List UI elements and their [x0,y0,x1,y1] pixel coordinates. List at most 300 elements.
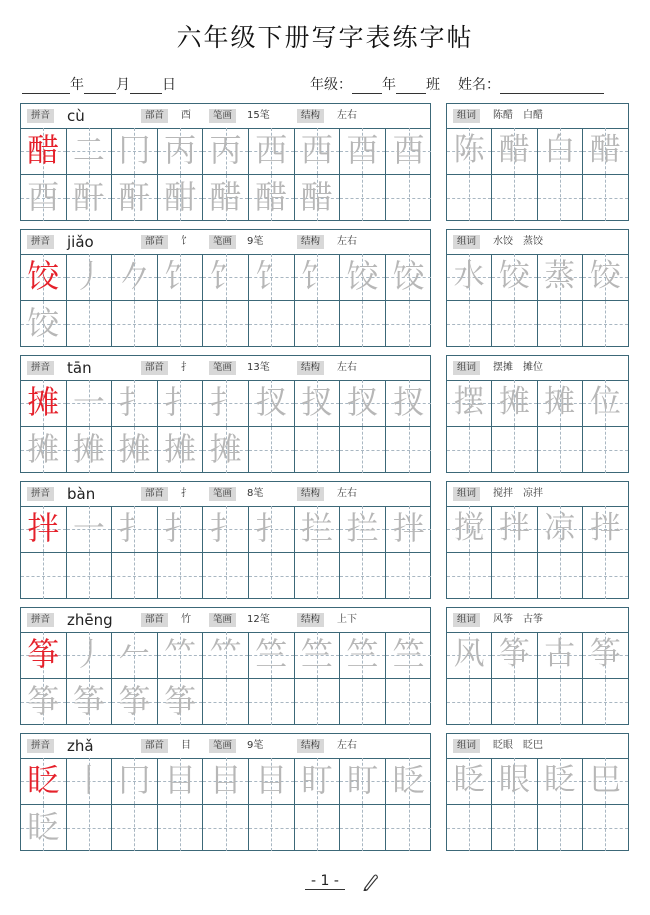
stroke-order-character: 一 [72,383,105,421]
word-cell[interactable] [538,427,583,474]
grid-cell[interactable] [386,301,432,348]
grid-cell[interactable] [112,679,158,726]
trace-character [295,427,340,474]
practice-block [20,355,431,473]
word-cell[interactable] [492,506,537,553]
stroke-order-character: 拦 [300,509,333,547]
word-cell[interactable] [447,175,492,222]
grid-cell[interactable] [203,805,249,852]
grid-cell[interactable] [340,679,386,726]
day-label: 日 [162,77,176,93]
word-block [446,355,629,473]
words-value: 水饺 蒸饺 [493,236,543,247]
practice-block [20,607,431,725]
grid-cell[interactable] [21,301,67,348]
pinyin-value: jiǎo [67,233,94,251]
word-cell[interactable] [538,679,583,726]
word-cell[interactable] [583,758,628,805]
grid-cell[interactable] [67,553,113,600]
grid-cell[interactable] [112,254,158,301]
grid-cell[interactable] [158,805,204,852]
year-blank[interactable] [22,79,70,94]
word-cell[interactable] [492,254,537,301]
word-trace-character: 陈 [453,132,485,168]
word-trace-character: 醋 [589,132,621,168]
word-cell[interactable] [538,380,583,427]
grid-cell[interactable] [112,553,158,600]
structure-label: 结构 [297,613,324,627]
word-trace-character: 摊 [498,384,530,420]
grid-cell[interactable] [67,427,113,474]
grid-cell[interactable] [203,506,249,553]
trace-character: 饺 [27,303,60,342]
grid-cell[interactable] [21,427,67,474]
radical-value: 目 [181,740,191,751]
grid-cell[interactable] [340,805,386,852]
stroke-order-character: 酉 [392,131,425,169]
word-cell[interactable] [583,679,628,726]
word-cell[interactable] [583,301,628,348]
stroke-order-character: 扌 [209,383,242,421]
word-header [447,482,628,507]
grid-cell[interactable] [386,175,432,222]
trace-character [386,175,432,222]
grid-cell[interactable] [203,380,249,427]
word-cell[interactable] [583,506,628,553]
word-header [447,104,628,129]
stroke-order-character: 饺 [392,257,425,295]
grid-cell[interactable] [203,254,249,301]
grid-cell[interactable] [386,679,432,726]
grid-cell[interactable] [158,427,204,474]
stroke-order-character: 二 [72,131,105,169]
grid-cell[interactable] [112,380,158,427]
word-trace-character: 凉 [544,510,576,546]
grid-cell[interactable] [386,553,432,600]
grid-cell[interactable] [67,758,113,805]
block-header [21,230,430,255]
stroke-order-character: 丿 [72,257,105,295]
word-cell[interactable] [447,758,492,805]
page-number: - 1 - [305,873,345,890]
block-header [21,104,430,129]
word-cell[interactable] [583,553,628,600]
word-trace-character: 搅 [453,510,485,546]
word-cell[interactable] [583,805,628,852]
stroke-order-character: 冂 [118,131,151,169]
grid-cell[interactable] [158,380,204,427]
trace-character: 摊 [27,429,60,468]
word-block [446,103,629,221]
grid-cell[interactable] [386,128,432,175]
grid-cell[interactable] [249,254,295,301]
grid-cell[interactable] [21,380,67,427]
grid-cell[interactable] [21,175,67,222]
grid-cell[interactable] [340,427,386,474]
grid-cell[interactable] [295,679,341,726]
stroke-order-character: 饺 [346,257,379,295]
grid-cell[interactable] [249,301,295,348]
trace-character [158,805,203,852]
grid-cell[interactable] [295,380,341,427]
trace-character: 筝 [164,681,197,720]
word-trace-character: 醋 [498,132,530,168]
grid-cell[interactable] [67,632,113,679]
grid-cell[interactable] [158,128,204,175]
trace-character [340,553,385,600]
grid-cell[interactable] [21,679,67,726]
trace-character: 摊 [164,429,197,468]
word-header [447,230,628,255]
words-label: 组词 [453,235,480,249]
pinyin-value: cù [67,107,85,125]
radical-value: 饣 [181,236,191,247]
word-cell[interactable] [492,128,537,175]
stroke-order-character: 目 [209,761,242,799]
grid-cell[interactable] [112,805,158,852]
word-trace-character: 位 [589,384,621,420]
grid-cell[interactable] [249,679,295,726]
words-label: 组词 [453,739,480,753]
grid-cell[interactable] [295,506,341,553]
grid-cell[interactable] [340,553,386,600]
grid-cell[interactable] [158,758,204,805]
word-cell[interactable] [447,427,492,474]
grid-cell[interactable] [249,380,295,427]
strokes-value: 9笔 [247,236,264,247]
grid-cell[interactable] [67,506,113,553]
pinyin-label: 拼音 [27,235,54,249]
grid-cell[interactable] [67,805,113,852]
block-header [21,356,430,381]
grid-cell[interactable] [112,427,158,474]
grid-cell[interactable] [386,805,432,852]
words-value: 眨眼 眨巴 [493,740,543,751]
word-cell[interactable] [538,254,583,301]
structure-value: 左右 [337,110,357,121]
grid-cell[interactable] [21,805,67,852]
grid-cell[interactable] [386,632,432,679]
grid-cell[interactable] [340,301,386,348]
grid-cell[interactable] [249,758,295,805]
grid-cell[interactable] [340,758,386,805]
grid-cell[interactable] [203,679,249,726]
writing-grid [21,632,430,724]
strokes-label: 笔画 [209,361,236,375]
trace-character [203,805,248,852]
stroke-order-character: 丙 [209,131,242,169]
grid-cell[interactable] [203,427,249,474]
year-label: 年 [70,77,84,93]
structure-value: 左右 [337,740,357,751]
grid-cell[interactable] [340,175,386,222]
model-character: 摊 [27,383,60,421]
trace-character: 筝 [72,681,105,720]
words-label: 组词 [453,109,480,123]
word-cell[interactable] [583,175,628,222]
word-trace-character: 饺 [589,258,621,294]
grid-cell[interactable] [112,128,158,175]
word-trace-character: 蒸 [544,258,576,294]
grid-cell[interactable] [249,506,295,553]
grid-cell[interactable] [249,175,295,222]
grid-cell[interactable] [21,128,67,175]
grid-cell[interactable] [295,254,341,301]
word-cell[interactable] [447,380,492,427]
name-label: 姓名： [458,77,500,93]
strokes-label: 笔画 [209,235,236,249]
stroke-order-character: 盯 [300,761,333,799]
trace-character [249,301,294,348]
grid-cell[interactable] [295,427,341,474]
grid-cell[interactable] [295,805,341,852]
word-cell[interactable] [538,175,583,222]
word-cell[interactable] [492,679,537,726]
words-label: 组词 [453,361,480,375]
trace-character [112,553,157,600]
stroke-order-character: 盯 [346,761,379,799]
trace-character: 酐 [72,177,105,216]
stroke-order-character: 竺 [346,635,379,673]
grid-cell[interactable] [203,175,249,222]
grid-cell[interactable] [249,553,295,600]
word-trace-character: 巴 [589,762,621,798]
class-label: 班 [426,77,440,93]
grid-cell[interactable] [386,758,432,805]
class-blank[interactable] [396,79,426,94]
structure-value: 左右 [337,488,357,499]
word-cell[interactable] [447,632,492,679]
word-block [446,481,629,599]
word-trace-character: 摆 [453,384,485,420]
word-cell[interactable] [447,506,492,553]
stroke-order-character: 𠂊 [118,257,151,295]
radical-value: 竹 [181,614,191,625]
grid-cell[interactable] [112,632,158,679]
word-cell[interactable] [538,805,583,852]
words-value: 陈醋 白醋 [493,110,543,121]
word-cell[interactable] [538,553,583,600]
word-grid [447,380,628,472]
pinyin-label: 拼音 [27,739,54,753]
word-trace-character: 拌 [589,510,621,546]
grid-cell[interactable] [340,632,386,679]
structure-label: 结构 [297,235,324,249]
trace-character: 摊 [72,429,105,468]
grid-cell[interactable] [203,301,249,348]
trace-character: 醋 [300,177,333,216]
stroke-order-character: 丨 [72,761,105,799]
grid-cell[interactable] [203,758,249,805]
grid-cell[interactable] [112,301,158,348]
radical-label: 部首 [141,613,168,627]
practice-block [20,229,431,347]
word-cell[interactable] [538,128,583,175]
grid-cell[interactable] [67,175,113,222]
grid-cell[interactable] [158,632,204,679]
grid-cell[interactable] [21,632,67,679]
radical-value: 扌 [181,488,191,499]
grid-cell[interactable] [295,301,341,348]
word-cell[interactable] [447,679,492,726]
word-cell[interactable] [492,301,537,348]
grid-cell[interactable] [340,254,386,301]
grid-cell[interactable] [340,506,386,553]
structure-label: 结构 [297,361,324,375]
strokes-label: 笔画 [209,109,236,123]
stroke-order-character: 扌 [209,509,242,547]
grid-cell[interactable] [21,506,67,553]
block-header [21,482,430,507]
trace-character [295,553,340,600]
trace-character: 摊 [209,429,242,468]
word-header [447,608,628,633]
trace-character [249,805,294,852]
grid-cell[interactable] [112,758,158,805]
trace-character: 酐 [118,177,151,216]
stroke-order-character: 饣 [164,257,197,295]
word-cell[interactable] [583,380,628,427]
grid-cell[interactable] [203,128,249,175]
strokes-value: 13笔 [247,362,270,373]
stroke-order-character: 扌 [164,509,197,547]
words-value: 搅拌 凉拌 [493,488,543,499]
grid-cell[interactable] [249,632,295,679]
stroke-order-character: 西 [255,131,288,169]
date-fields [22,74,176,94]
trace-character [340,427,385,474]
word-cell[interactable] [492,175,537,222]
word-cell[interactable] [538,758,583,805]
word-header [447,734,628,759]
grid-cell[interactable] [295,758,341,805]
word-cell[interactable] [492,553,537,600]
word-cell[interactable] [447,254,492,301]
word-cell[interactable] [447,301,492,348]
word-trace-character: 筝 [498,636,530,672]
grid-cell[interactable] [67,254,113,301]
grid-cell[interactable] [21,758,67,805]
trace-character: 酣 [164,177,197,216]
grid-cell[interactable] [295,175,341,222]
grid-cell[interactable] [158,553,204,600]
pinyin-label: 拼音 [27,487,54,501]
stroke-order-character: 竺 [300,635,333,673]
words-label: 组词 [453,487,480,501]
grid-cell[interactable] [112,506,158,553]
day-blank[interactable] [130,79,162,94]
page-footer [0,873,650,890]
grid-cell[interactable] [340,380,386,427]
practice-block [20,481,431,599]
grid-cell[interactable] [386,427,432,474]
grid-cell[interactable] [67,380,113,427]
grid-cell[interactable] [203,553,249,600]
word-grid [447,254,628,346]
grid-cell[interactable] [67,128,113,175]
grid-cell[interactable] [386,254,432,301]
word-cell[interactable] [447,553,492,600]
trace-character [203,679,248,726]
grid-cell[interactable] [112,175,158,222]
word-cell[interactable] [492,380,537,427]
grid-cell[interactable] [295,128,341,175]
name-blank[interactable] [500,79,604,94]
word-cell[interactable] [583,254,628,301]
trace-character [340,175,385,222]
word-trace-character: 眼 [498,762,530,798]
grid-cell[interactable] [67,679,113,726]
structure-value: 左右 [337,362,357,373]
word-block [446,733,629,851]
grid-cell[interactable] [158,175,204,222]
word-cell[interactable] [492,758,537,805]
grid-cell[interactable] [21,254,67,301]
words-value: 摆摊 摊位 [493,362,543,373]
month-blank[interactable] [84,79,116,94]
grid-cell[interactable] [158,301,204,348]
word-cell[interactable] [447,128,492,175]
grade-label: 年级： [310,77,352,93]
word-cell[interactable] [538,506,583,553]
grid-cell[interactable] [249,805,295,852]
month-label: 月 [116,77,130,93]
writing-grid [21,254,430,346]
grid-cell[interactable] [67,301,113,348]
grade-year-label: 年 [382,77,396,93]
word-cell[interactable] [583,427,628,474]
grid-cell[interactable] [203,632,249,679]
grid-cell[interactable] [21,553,67,600]
stroke-order-character: 拦 [346,509,379,547]
grade-blank[interactable] [352,79,382,94]
grid-cell[interactable] [158,506,204,553]
word-cell[interactable] [447,805,492,852]
grid-cell[interactable] [158,254,204,301]
word-cell[interactable] [492,632,537,679]
grid-cell[interactable] [295,553,341,600]
pinyin-value: bàn [67,485,96,503]
word-cell[interactable] [583,128,628,175]
word-cell[interactable] [538,632,583,679]
grid-cell[interactable] [340,128,386,175]
grid-cell[interactable] [295,632,341,679]
grid-cell[interactable] [249,128,295,175]
trace-character [340,805,385,852]
trace-character [386,805,432,852]
structure-value: 左右 [337,236,357,247]
grid-cell[interactable] [158,679,204,726]
grid-cell[interactable] [386,380,432,427]
word-cell[interactable] [492,427,537,474]
stroke-order-character: 扠 [255,383,288,421]
word-cell[interactable] [492,805,537,852]
word-cell[interactable] [583,632,628,679]
word-trace-character: 白 [544,132,576,168]
word-cell[interactable] [538,301,583,348]
grid-cell[interactable] [386,506,432,553]
stroke-order-character: 丙 [164,131,197,169]
trace-character [158,301,203,348]
grid-cell[interactable] [249,427,295,474]
radical-label: 部首 [141,739,168,753]
pinyin-label: 拼音 [27,613,54,627]
trace-character [249,427,294,474]
stroke-order-character: 扌 [118,383,151,421]
stroke-order-character: 丿 [72,635,105,673]
pinyin-value: zhǎ [67,737,94,755]
block-header [21,734,430,759]
